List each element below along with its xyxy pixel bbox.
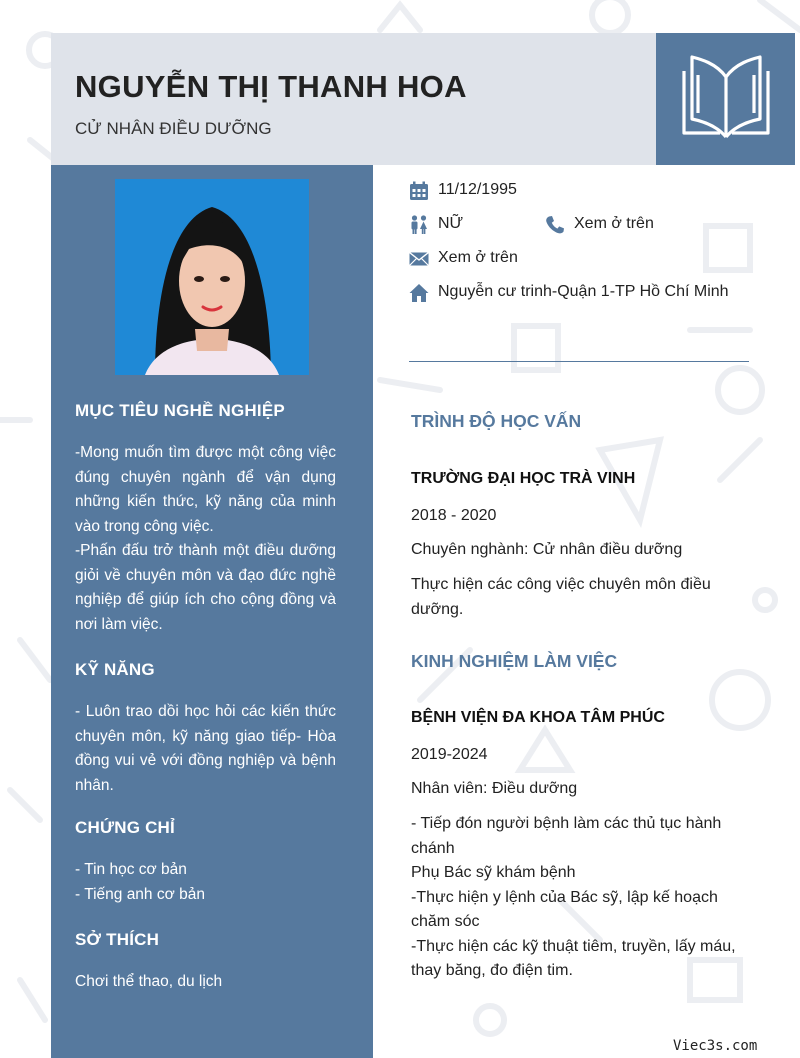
phone-value: Xem ở trên <box>574 215 654 232</box>
duty-item: -Thực hiện y lệnh của Bác sỹ, lập kế hoạch chăm sóc <box>411 888 718 930</box>
education-school: TRƯỜNG ĐẠI HỌC TRÀ VINH <box>411 470 636 487</box>
main-content <box>373 165 800 1058</box>
certificates-heading: CHỨNG CHỈ <box>75 818 175 837</box>
home-icon <box>409 283 429 303</box>
email-value: Xem ở trên <box>438 249 518 266</box>
gender-row <box>409 215 463 239</box>
candidate-title: CỬ NHÂN ĐIỀU DƯỠNG <box>75 119 272 138</box>
calendar-icon <box>409 181 429 201</box>
sidebar <box>51 165 373 1058</box>
open-book-icon <box>680 53 772 141</box>
hobbies-section <box>75 930 336 995</box>
duty-item: Phụ Bác sỹ khám bệnh <box>411 864 576 881</box>
profile-photo <box>115 179 309 375</box>
address-value: Nguyễn cư trinh-Quận 1-TP Hồ Chí Minh <box>438 283 729 300</box>
duty-item: -Thực hiện các kỹ thuật tiêm, truyền, lấy máu, thay băng, đo điện tim. <box>411 937 736 979</box>
email-row <box>409 249 518 273</box>
objective-heading: MỤC TIÊU NGHỀ NGHIỆP <box>75 401 285 420</box>
experience-company: BỆNH VIỆN ĐA KHOA TÂM PHÚC <box>411 709 665 726</box>
experience-duties <box>411 812 756 984</box>
skills-section <box>75 660 336 798</box>
gender-value: NỮ <box>438 215 464 232</box>
watermark: Viec3s.com <box>673 1038 758 1054</box>
birthdate-row <box>409 181 517 205</box>
certificates-section <box>75 818 336 907</box>
envelope-icon <box>409 249 429 269</box>
objective-section <box>75 401 336 637</box>
address-row <box>409 283 739 307</box>
certificates-list <box>75 858 336 907</box>
book-logo-box <box>656 33 795 165</box>
education-description: Thực hiện các công việc chuyên môn điều dưỡng. <box>411 576 711 618</box>
hobbies-heading: SỞ THÍCH <box>75 930 160 949</box>
hobbies-text: Chơi thể thao, du lịch <box>75 973 223 990</box>
candidate-name: NGUYỄN THỊ THANH HOA <box>75 69 467 104</box>
phone-icon <box>545 215 565 235</box>
certificate-item: - Tiếng anh cơ bản <box>75 885 205 903</box>
education-heading: TRÌNH ĐỘ HỌC VẤN <box>411 411 582 431</box>
duty-item: - Tiếp đón người bệnh làm các thủ tục hành chánh <box>411 815 722 857</box>
objective-text: -Mong muốn tìm được một công việc đúng chuyên ngành để vận dụng những kiến thức, kỹ năng của minh vào trong công việc. <box>75 444 336 535</box>
phone-row <box>545 215 654 239</box>
skills-text: - Luôn trao dồi học hỏi các kiến thức chuyên môn, kỹ năng giao tiếp- Hòa đồng vui vẻ với đồng nghiệp và bệnh nhân. <box>75 703 336 794</box>
people-icon <box>409 215 429 235</box>
experience-heading: KINH NGHIỆM LÀM VIỆC <box>411 651 618 671</box>
skills-heading: KỸ NĂNG <box>75 660 155 679</box>
certificate-item: - Tin học cơ bản <box>75 861 187 878</box>
experience-position: Nhân viên: Điều dưỡng <box>411 780 578 797</box>
birthdate-value: 11/12/1995 <box>438 181 517 198</box>
divider <box>409 361 749 362</box>
experience-period: 2019-2024 <box>411 746 488 763</box>
header <box>51 33 656 165</box>
objective-text-2: -Phấn đấu trở thành một điều dưỡng giỏi về chuyên môn và đạo đức nghề nghiệp để giúp ích cho cộng đồng và nơi làm việc. <box>75 542 336 633</box>
education-major: Chuyên nghành: Cử nhân điều dưỡng <box>411 541 683 558</box>
education-period: 2018 - 2020 <box>411 507 497 524</box>
